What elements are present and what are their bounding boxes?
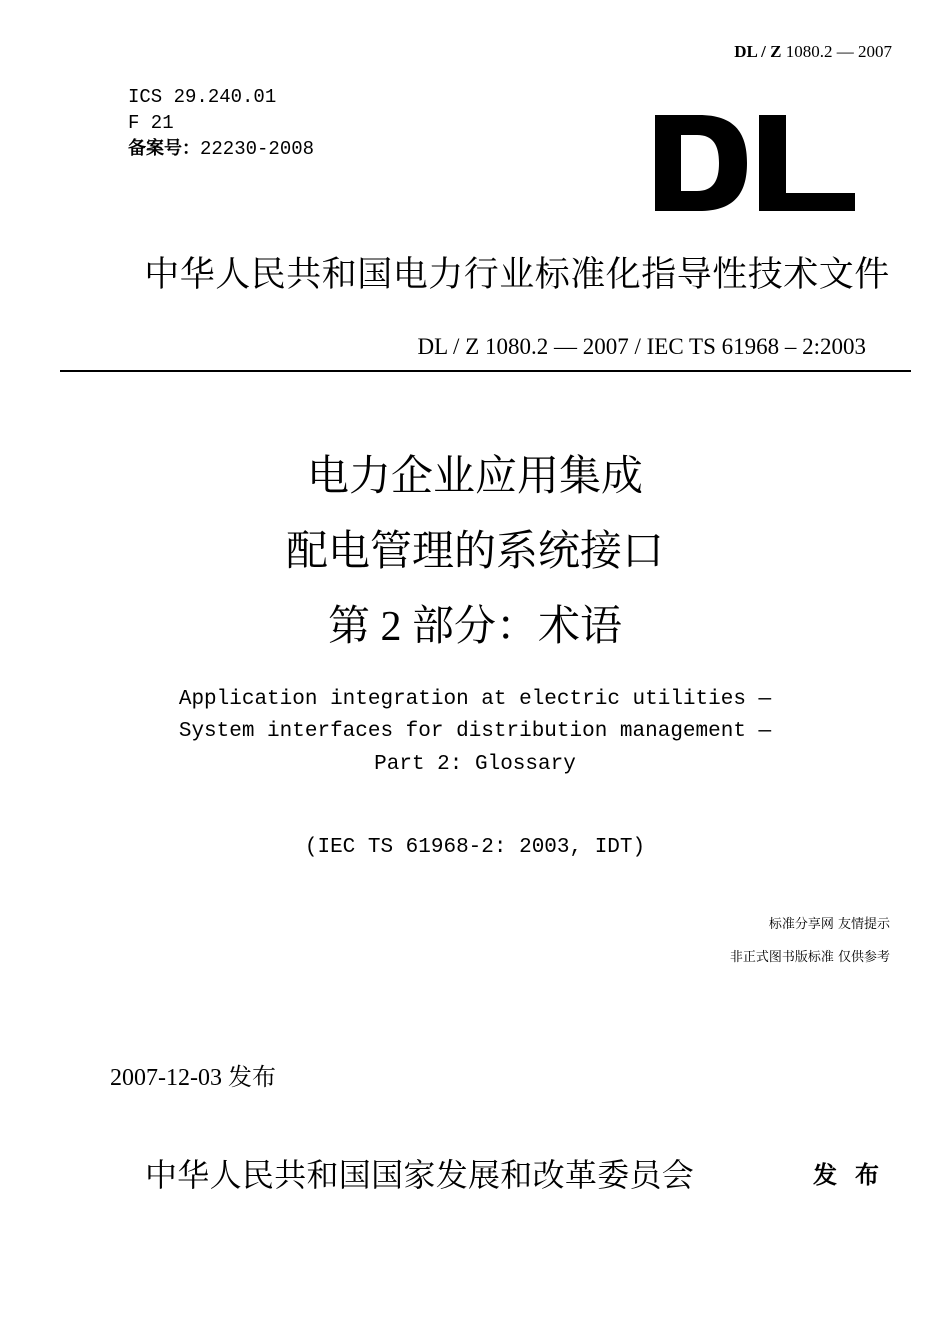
standard-number: DL / Z 1080.2 — 2007 / IEC TS 61968 – 2:2003 (417, 334, 866, 359)
document-code-header (734, 42, 892, 62)
dl-logo (655, 115, 855, 211)
code-prefix: DL / Z (734, 42, 782, 61)
header-divider (60, 370, 911, 372)
document-type-text: 中华人民共和国电力行业标准化指导性技术文件 (144, 255, 890, 294)
title-line-2: 配电管理的系统接口 (285, 529, 664, 575)
classification-block (128, 84, 314, 162)
title-line-1: 电力企业应用集成 (306, 454, 643, 500)
code-rest: 1080.2 — 2007 (785, 42, 892, 61)
english-title-line-3: Part 2: Glossary (374, 753, 576, 776)
record-label: 备案号： (128, 138, 200, 159)
issue-label: 发布 (813, 1161, 897, 1189)
issuing-authority: 中华人民共和国国家发展和改革委员会 (145, 1157, 695, 1193)
ccs-code: F 21 (128, 112, 174, 134)
record-number-line (128, 136, 314, 162)
watermark-note-1: 标准分享网 友情提示 (768, 917, 890, 932)
release-date: 2007-12-03 发布 (110, 1065, 276, 1091)
watermark-note-2: 非正式图书版标准 仅供参考 (729, 950, 890, 965)
english-title-line-1: Application integration at electric utilities — (178, 688, 772, 711)
record-number: 22230-2008 (200, 138, 315, 160)
title-line-3: 第 2 部分：术语 (327, 604, 622, 650)
english-title-line-2: System interfaces for distribution management — (178, 720, 772, 743)
document-type (0, 247, 950, 297)
ics-code: ICS 29.240.01 (128, 86, 277, 108)
equivalence-statement: (IEC TS 61968-2: 2003, IDT) (304, 836, 646, 859)
